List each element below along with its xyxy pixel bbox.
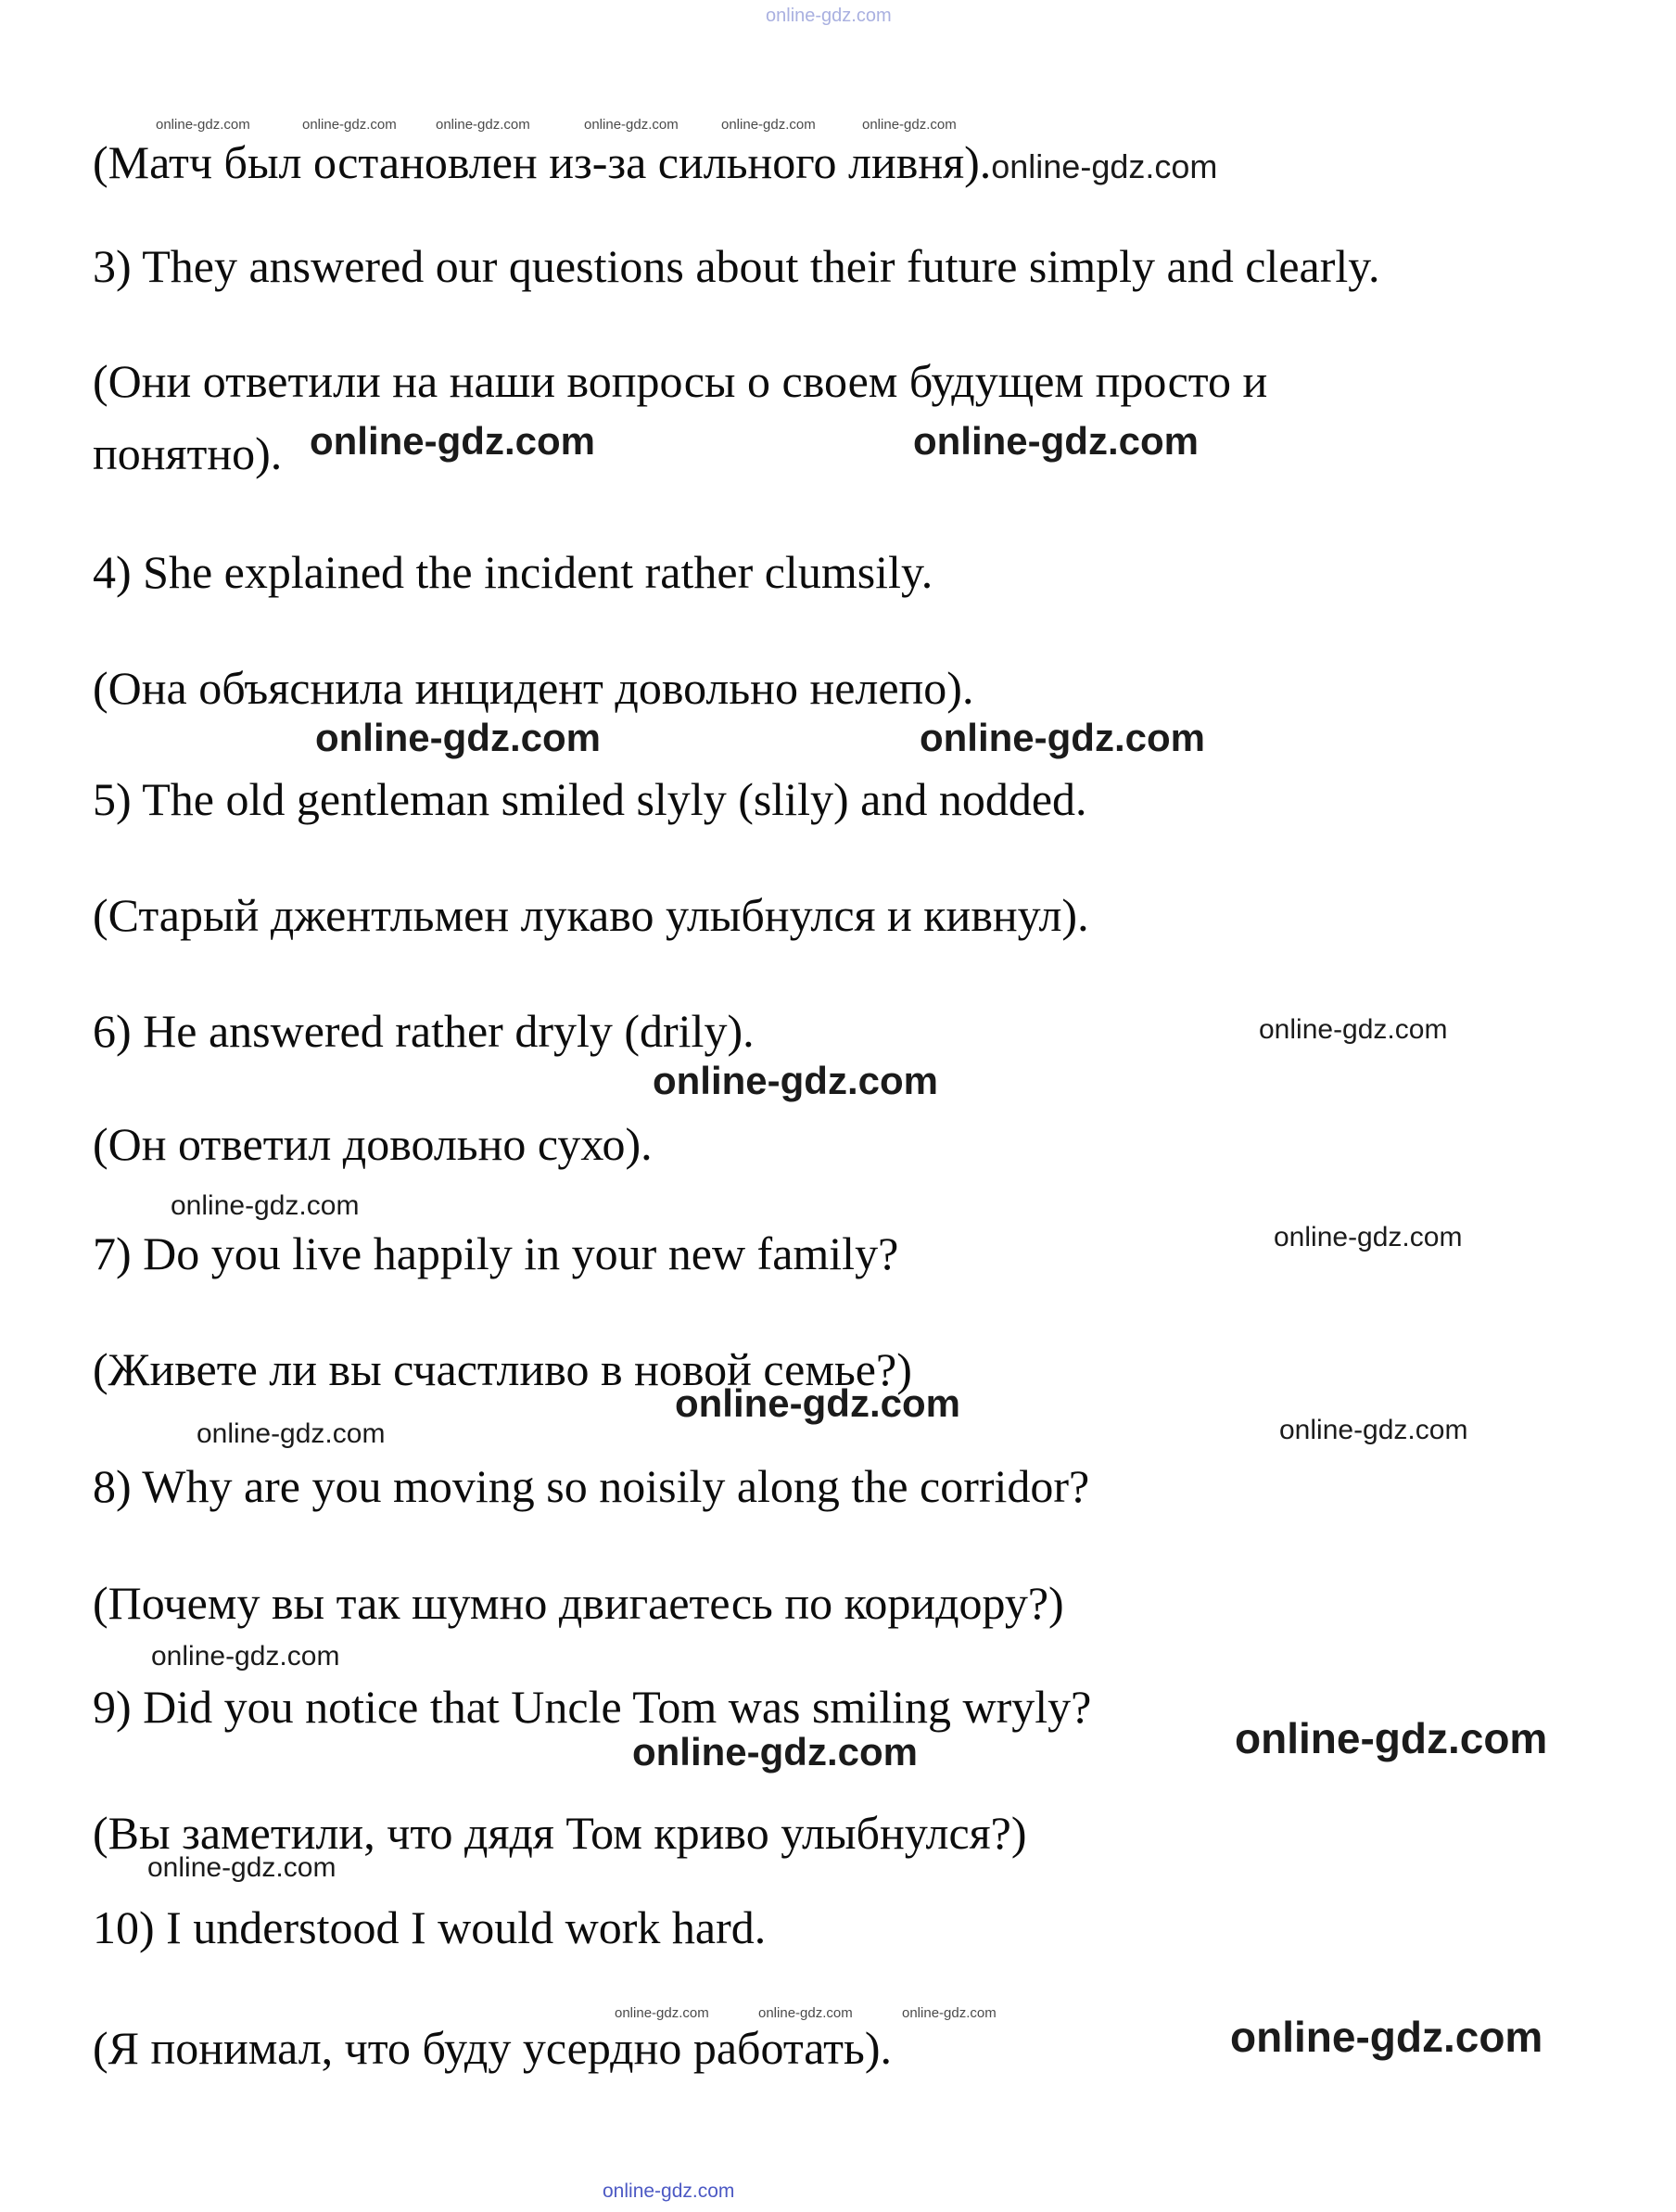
watermark-online-gdz: online-gdz.com (151, 1641, 340, 1672)
translation-4-ru: (Она объяснила инцидент довольно нелепо). (93, 662, 974, 714)
sentence-9-en: 9) Did you notice that Uncle Tom was smiling wryly? (93, 1681, 1092, 1733)
translation-10-ru: (Я понимал, что буду усердно работать). (93, 2022, 892, 2074)
translation-7-ru: (Живете ли вы счастливо в новой семье?) (93, 1343, 912, 1395)
watermark-online-gdz-tiny: online-gdz.com (902, 2005, 997, 2021)
watermark-online-gdz-tiny: online-gdz.com (436, 117, 530, 133)
translation-3-ru-line-1: (Они ответили на наши вопросы о своем будущем просто и (93, 355, 1268, 407)
watermark-online-gdz-tiny: online-gdz.com (156, 117, 250, 133)
watermark-online-gdz: online-gdz.com (1274, 1222, 1463, 1252)
watermark-online-gdz: online-gdz.com (315, 716, 601, 759)
translation-3-ru-line-2: понятно). (93, 427, 283, 479)
sentence-3-en: 3) They answered our questions about their future simply and clearly. (93, 240, 1380, 292)
watermark-online-gdz: online-gdz.com (653, 1059, 938, 1102)
watermark-online-gdz: online-gdz.com (1235, 1714, 1548, 1762)
translation-6-ru: (Он ответил довольно сухо). (93, 1118, 653, 1170)
watermark-online-gdz-inline: online-gdz.com (991, 147, 1218, 185)
watermark-online-gdz-tiny: online-gdz.com (302, 117, 397, 133)
watermark-online-gdz: online-gdz.com (675, 1381, 960, 1425)
watermark-online-gdz: online-gdz.com (632, 1730, 918, 1773)
translation-8-ru: (Почему вы так шумно двигаетесь по коридору?) (93, 1577, 1064, 1629)
watermark-online-gdz-tiny: online-gdz.com (862, 117, 957, 133)
watermark-online-gdz: online-gdz.com (147, 1852, 336, 1883)
watermark-online-gdz: online-gdz.com (310, 419, 595, 463)
watermark-online-gdz-tiny: online-gdz.com (584, 117, 679, 133)
watermark-online-gdz: online-gdz.com (1230, 2013, 1543, 2061)
watermark-online-gdz: online-gdz.com (171, 1190, 360, 1221)
translation-2-ru (93, 135, 1217, 189)
watermark-online-gdz-tiny: online-gdz.com (758, 2005, 853, 2021)
watermark-online-gdz-bottom: online-gdz.com (603, 2180, 735, 2202)
translation-5-ru: (Старый джентльмен лукаво улыбнулся и кивнул). (93, 889, 1089, 941)
watermark-online-gdz: online-gdz.com (1279, 1415, 1468, 1445)
watermark-online-gdz: online-gdz.com (913, 419, 1199, 463)
sentence-8-en: 8) Why are you moving so noisily along the corridor? (93, 1460, 1090, 1512)
sentence-10-en: 10) I understood I would work hard. (93, 1901, 767, 1953)
sentence-4-en: 4) She explained the incident rather clumsily. (93, 546, 933, 598)
sentence-5-en: 5) The old gentleman smiled slyly (slily) and nodded. (93, 773, 1087, 825)
watermark-online-gdz-tiny: online-gdz.com (615, 2005, 709, 2021)
translation-9-ru: (Вы заметили, что дядя Том криво улыбнулся?) (93, 1807, 1027, 1859)
watermark-online-gdz-top: online-gdz.com (766, 6, 892, 26)
watermark-online-gdz: online-gdz.com (920, 716, 1205, 759)
watermark-online-gdz: online-gdz.com (1259, 1014, 1448, 1045)
watermark-online-gdz-tiny: online-gdz.com (721, 117, 816, 133)
translation-2-ru-text: (Матч был остановлен из-за сильного ливня). (93, 136, 992, 188)
watermark-online-gdz: online-gdz.com (197, 1418, 386, 1449)
sentence-6-en: 6) He answered rather dryly (drily). (93, 1005, 755, 1057)
sentence-7-en: 7) Do you live happily in your new family? (93, 1227, 899, 1279)
